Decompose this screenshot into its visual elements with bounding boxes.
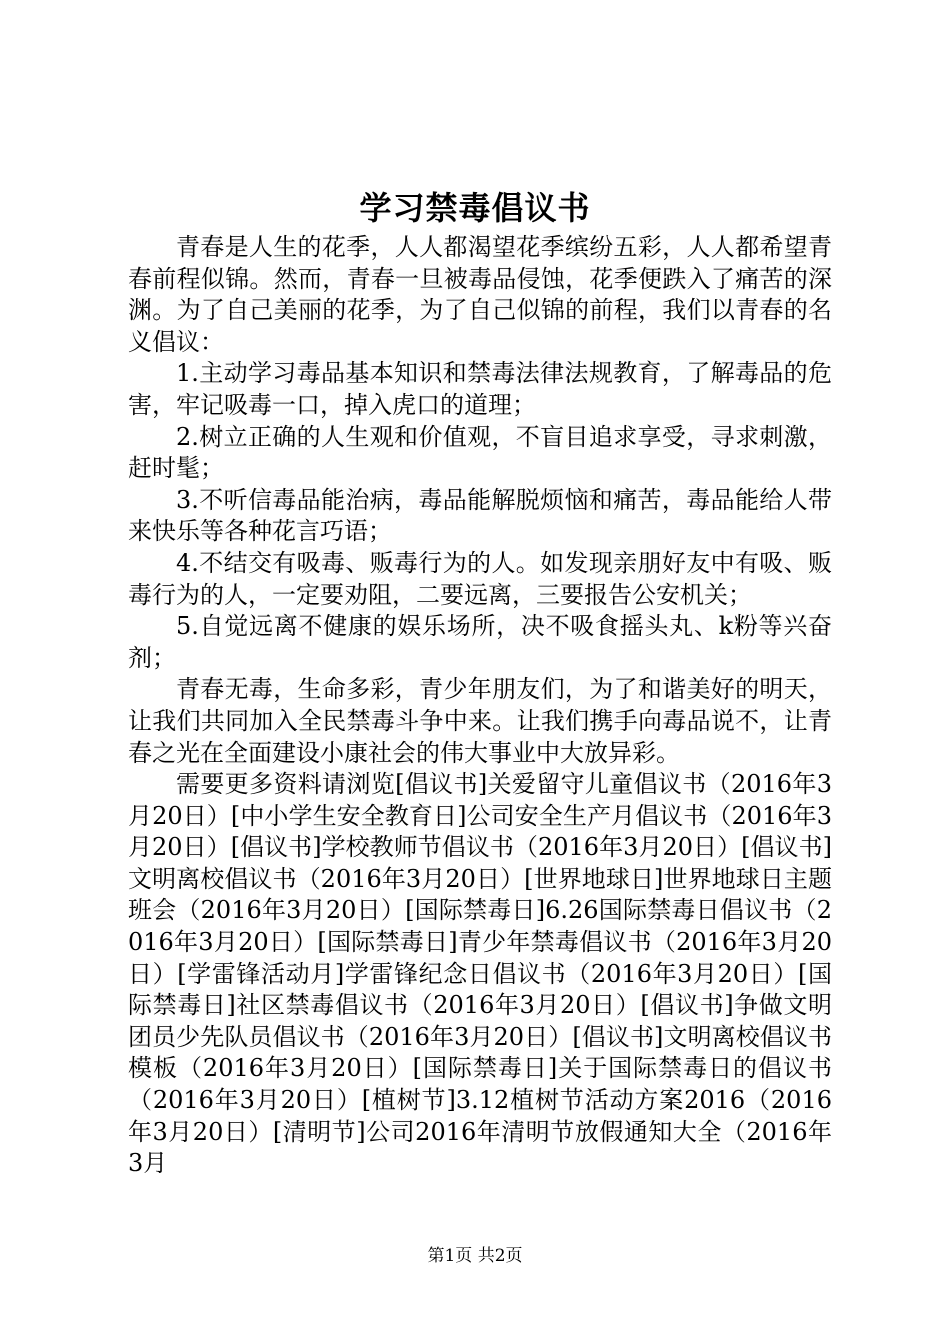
proposal-item-3: 3.不听信毒品能治病，毒品能解脱烦恼和痛苦，毒品能给人带来快乐等各种花言巧语；: [128, 485, 832, 546]
intro-paragraph: 青春是人生的花季，人人都渴望花季缤纷五彩，人人都希望青春前程似锦。然而，青春一旦被毒品侵蚀，花季便跌入了痛苦的深渊。为了自己美丽的花季，为了自己似锦的前程，我们以青春的名义倡议：: [128, 233, 832, 356]
document-title: 学习禁毒倡议书: [359, 189, 591, 227]
page-number-footer: 第1页 共2页: [427, 1246, 523, 1266]
proposal-item-5: 5.自觉远离不健康的娱乐场所，决不吸食摇头丸、k粉等兴奋剂；: [128, 612, 832, 672]
proposal-item-4: 4.不结交有吸毒、贩毒行为的人。如发现亲朋好友中有吸、贩毒行为的人，一定要劝阻，二要远离，三要报告公安机关；: [128, 548, 832, 609]
proposal-item-2: 2.树立正确的人生观和价值观，不盲目追求享受，寻求刺激，赶时髦；: [128, 422, 832, 483]
proposal-item-1: 1.主动学习毒品基本知识和禁毒法律法规教育，了解毒品的危害，牢记吸毒一口，掉入虎口的道理；: [128, 359, 832, 419]
document-body: [128, 232, 832, 1180]
related-resources-paragraph: 需要更多资料请浏览[倡议书]关爱留守儿童倡议书（2016年3月20日）[中小学生安全教育日]公司安全生产月倡议书（2016年3月20日）[倡议书]学校教师节倡议书（2016年3月20日）[倡议书]文明离校倡议书（2016年3月20日）[世界地球日]世界地球日主题班会（2016年3月20日）[国际禁毒日]6.26国际禁毒日倡议书（2016年3月20日）[国际禁毒日]青少年禁毒倡议书（2016年3月20日）[学雷锋活动月]学雷锋纪念日倡议书（2016年3月20日）[国际禁毒日]社区禁毒倡议书（2016年3月20日）[倡议书]争做文明团员少先队员倡议书（2016年3月20日）[倡议书]文明离校倡议书模板（2016年3月20日）[国际禁毒日]关于国际禁毒日的倡议书（2016年3月20日）[植树节]3.12植树节活动方案2016（2016年3月20日）[清明节]公司2016年清明节放假通知大全（2016年3月: [128, 770, 832, 1178]
closing-paragraph: 青春无毒，生命多彩，青少年朋友们，为了和谐美好的明天，让我们共同加入全民禁毒斗争中来。让我们携手向毒品说不，让青春之光在全面建设小康社会的伟大事业中大放异彩。: [128, 675, 832, 767]
